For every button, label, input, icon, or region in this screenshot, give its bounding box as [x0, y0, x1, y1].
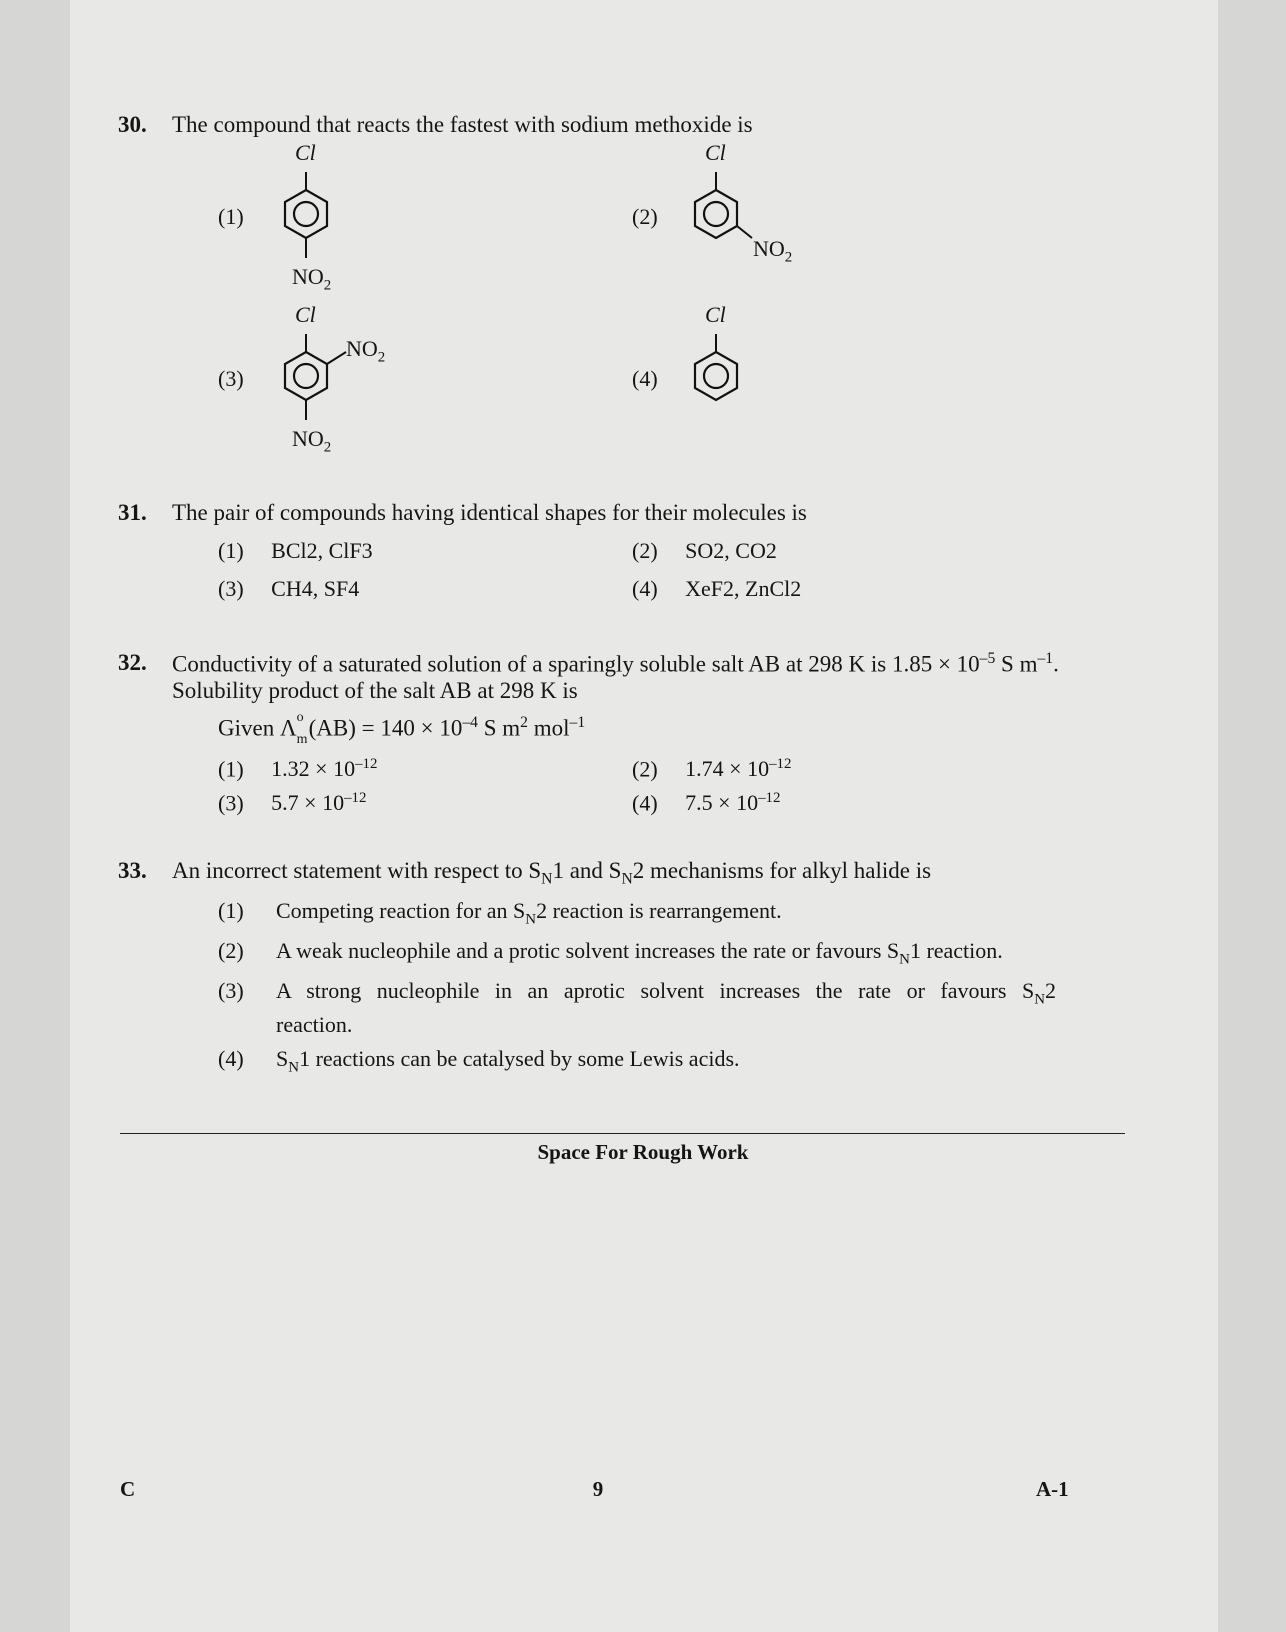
q33-option-4-label: (4) — [218, 1046, 244, 1071]
q30-opt2-no2-label — [753, 236, 792, 266]
q33-option-1-text — [276, 898, 782, 928]
q30-opt2-no2-text: NO — [753, 236, 785, 261]
q33-text-a: An incorrect statement with respect to S — [172, 858, 542, 883]
q32-option-3 — [218, 790, 367, 816]
q33-opt2-a: A weak nucleophile and a protic solvent increases the rate or favours S — [276, 938, 900, 963]
q33-option-1 — [218, 898, 782, 928]
q33-option-2-text — [276, 938, 1003, 968]
q31-option-2-label: (2) — [632, 538, 658, 563]
q32-option-3-exp: –12 — [344, 790, 367, 806]
q33-opt4-a: S — [276, 1046, 289, 1071]
q32-given-unit2-exp: –1 — [569, 714, 586, 731]
q30-option-4-structure — [672, 302, 772, 412]
q30-option-1-structure — [262, 140, 352, 300]
q32-option-1-mantissa: 1.32 × 10 — [271, 756, 356, 782]
footer-booklet-code: A-1 — [1036, 1477, 1069, 1501]
q33-option-3-text-cont: reaction. — [276, 1012, 353, 1037]
question-31-number: 31. — [118, 500, 147, 525]
q30-opt4-cl-label: Cl — [705, 302, 726, 327]
q31-option-3-text: CH4, SF4 — [271, 576, 360, 601]
q33-sub-n-1: N — [541, 870, 553, 888]
rough-work-heading: Space For Rough Work — [537, 1140, 749, 1164]
q32-given-sup: o — [296, 709, 304, 725]
question-32-text-line2: Solubility product of the salt AB at 298 K is — [172, 678, 578, 703]
q33-option-2 — [218, 938, 1003, 968]
q33-option-4 — [218, 1046, 740, 1076]
q30-opt1-no2-sub: 2 — [323, 277, 332, 294]
q30-option-1-label: (1) — [218, 204, 244, 229]
question-32-number: 32. — [118, 650, 147, 675]
q32-option-1 — [218, 756, 378, 782]
q32-given-sub: m — [296, 731, 308, 747]
q30-opt3-para-no2-sub: 2 — [323, 439, 332, 456]
q32-given-unit2: mol — [527, 715, 570, 741]
q31-option-2 — [632, 538, 777, 564]
q30-opt3-ortho-no2-label — [346, 336, 385, 366]
q33-option-2-label: (2) — [218, 938, 244, 963]
q32-option-4-exp: –12 — [758, 790, 781, 806]
question-32-given — [218, 709, 586, 747]
q31-option-1-text: BCl2, ClF3 — [271, 538, 373, 563]
q33-opt2-b: 1 reaction. — [909, 938, 1003, 963]
q31-option-4-text: XeF2, ZnCl2 — [685, 576, 802, 601]
q30-opt3-cl-label: Cl — [295, 302, 316, 327]
q32-option-1-label: (1) — [218, 756, 244, 782]
q31-option-2-text: SO2, CO2 — [685, 538, 777, 563]
q32-option-2-label: (2) — [632, 756, 658, 782]
question-33-number: 33. — [118, 858, 147, 883]
q31-option-1 — [218, 538, 373, 564]
q31-option-4-label: (4) — [632, 576, 658, 601]
q30-opt2-no2-sub: 2 — [784, 249, 793, 266]
q33-opt1-sub: N — [525, 911, 537, 928]
q33-option-1-label: (1) — [218, 898, 244, 923]
q32-line1-unit: S m — [995, 651, 1038, 677]
q32-option-4-mantissa: 7.5 × 10 — [685, 790, 759, 816]
q31-option-3-label: (3) — [218, 576, 244, 601]
q30-option-3-structure — [262, 302, 402, 462]
q30-opt3-para-no2-text: NO — [292, 426, 324, 451]
q30-opt1-no2-text: NO — [292, 264, 324, 289]
q30-option-3-label: (3) — [218, 366, 244, 391]
q32-option-3-label: (3) — [218, 790, 244, 816]
rough-work-divider — [120, 1133, 1125, 1134]
q32-option-2-mantissa: 1.74 × 10 — [685, 756, 770, 782]
q30-opt1-no2-label — [292, 264, 331, 294]
q30-option-4-label: (4) — [632, 366, 658, 391]
q32-option-4 — [632, 790, 781, 816]
q32-option-2-exp: –12 — [769, 756, 792, 772]
q32-option-3-mantissa: 5.7 × 10 — [271, 790, 345, 816]
q33-opt1-b: 2 reaction is rearrangement. — [536, 898, 782, 923]
q31-option-3 — [218, 576, 359, 602]
q33-opt2-sub: N — [899, 951, 910, 968]
q30-option-2-structure — [672, 140, 812, 270]
q32-line1-end: . — [1053, 651, 1059, 677]
q31-option-4 — [632, 576, 801, 602]
q33-opt4-sub: N — [288, 1059, 300, 1076]
q30-opt3-ortho-no2-sub: 2 — [377, 349, 386, 366]
q32-line1-main: Conductivity of a saturated solution of a sparingly soluble salt AB at 298 K is 1.85 × 10 — [172, 651, 980, 677]
q30-opt2-cl-label: Cl — [705, 140, 726, 165]
q32-given-unit: S m — [477, 715, 521, 741]
footer-page-number: 9 — [592, 1477, 604, 1501]
question-31-text: The pair of compounds having identical shapes for their molecules is — [172, 500, 807, 525]
q30-option-2-label: (2) — [632, 204, 658, 229]
q33-text-b: 1 and S — [552, 858, 622, 883]
question-33-text — [172, 858, 931, 889]
q32-given-unit-exp: 2 — [520, 714, 528, 731]
q33-option-3-text — [276, 978, 1056, 1008]
question-30-number: 30. — [118, 112, 147, 137]
q31-option-1-label: (1) — [218, 538, 244, 563]
q33-opt3-b: 2 — [1045, 978, 1056, 1003]
q32-line1-exp: –5 — [979, 650, 996, 667]
q32-given-prefix: Given Λ — [218, 715, 297, 741]
q33-opt3-a: A strong nucleophile in an aprotic solvent increases the rate or favours S — [276, 978, 1035, 1003]
q33-opt1-a: Competing reaction for an S — [276, 898, 526, 923]
footer-series-code: C — [120, 1477, 136, 1501]
q32-option-2 — [632, 756, 792, 782]
q33-opt4-b: 1 reactions can be catalysed by some Lewis acids. — [299, 1046, 740, 1071]
q32-option-4-label: (4) — [632, 790, 658, 816]
q33-option-3 — [218, 978, 1056, 1037]
q30-opt1-cl-label: Cl — [295, 140, 316, 165]
q33-opt3-sub: N — [1034, 991, 1045, 1008]
q33-option-4-text — [276, 1046, 740, 1076]
q32-option-1-exp: –12 — [355, 756, 378, 772]
q32-given-exp: –4 — [462, 714, 478, 731]
q32-line1-unit-exp: –1 — [1037, 650, 1054, 667]
question-30-text: The compound that reacts the fastest with sodium methoxide is — [172, 112, 753, 137]
q33-sub-n-2: N — [621, 870, 633, 888]
q30-opt3-para-no2-label — [292, 426, 331, 456]
q33-text-c: 2 mechanisms for alkyl halide is — [632, 858, 932, 883]
q30-opt3-ortho-no2-text: NO — [346, 336, 378, 361]
q32-given-rest: (AB) = 140 × 10 — [308, 715, 463, 741]
question-32-text-line1 — [172, 650, 1059, 678]
q33-option-3-label: (3) — [218, 978, 244, 1003]
